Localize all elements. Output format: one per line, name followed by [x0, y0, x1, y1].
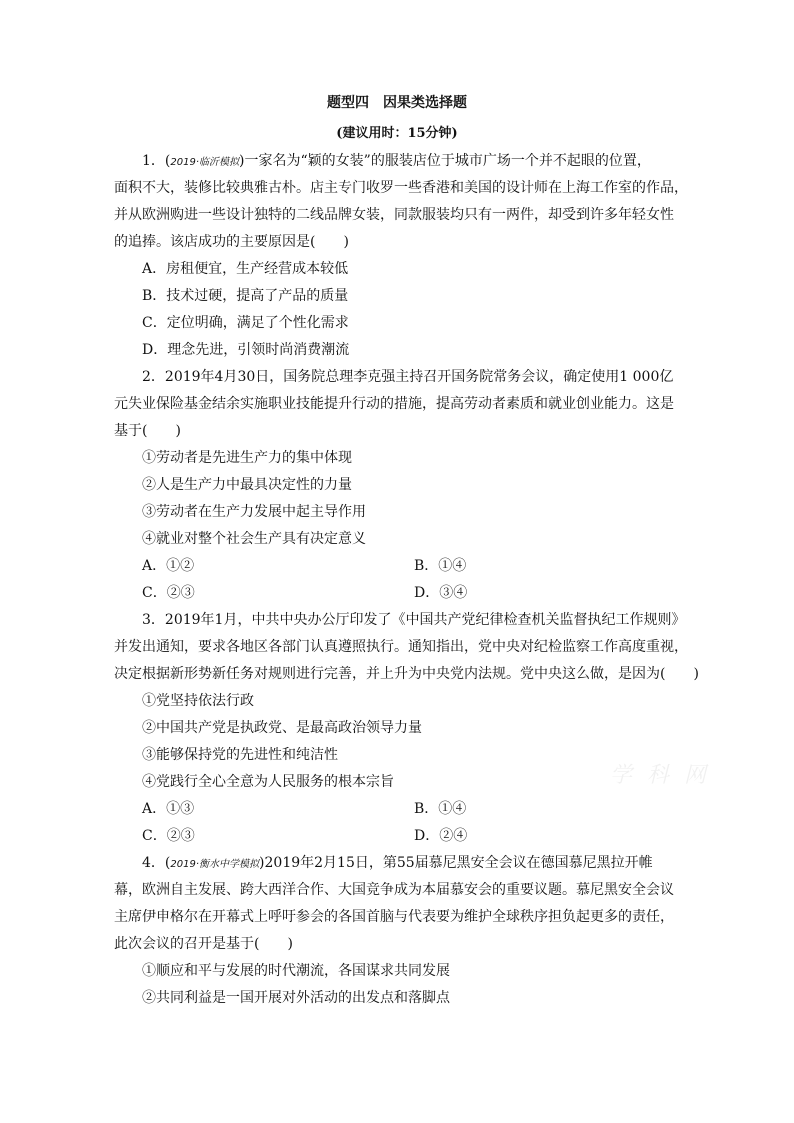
question-number: 1．	[142, 153, 165, 169]
option-a: A．①③	[142, 801, 195, 817]
source-tag: 2019·衡水中学模拟	[170, 859, 260, 870]
question-stem-line: 此次会议的召开是基于( )	[114, 936, 293, 952]
option-b: B．①④	[414, 801, 467, 817]
question-stem-line: 1．(2019·临沂模拟)一家名为“颖的女装”的服装店位于城市广场一个并不起眼的位置，	[142, 153, 651, 169]
question-3	[114, 607, 699, 850]
option-b: B．①④	[414, 558, 467, 574]
question-stem-line: 元失业保险基金结余实施职业技能提升行动的措施，提高劳动者素质和就业创业能力。这是	[114, 396, 674, 412]
question-stem-line: 2．2019年4月30日，国务院总理李克强主持召开国务院常务会议，确定使用1 000亿	[142, 369, 674, 385]
question-number: 4．	[142, 855, 165, 871]
option-d: D．理念先进，引领时尚消费潮流	[142, 342, 350, 358]
statement-item: ②共同利益是一国开展对外活动的出发点和落脚点	[142, 990, 450, 1006]
question-stem-line: 幕，欧洲自主发展、跨大西洋合作、大国竞争成为本届慕安会的重要议题。慕尼黑安全会议	[114, 882, 674, 898]
option-d: D．③④	[414, 585, 468, 601]
watermark: 学 科 网	[610, 763, 710, 788]
option-d: D．②④	[414, 828, 468, 844]
question-stem-line: 基于( )	[114, 423, 181, 439]
option-row	[114, 823, 686, 850]
page-title: 题型四 因果类选择题	[327, 95, 467, 111]
question-2	[114, 364, 686, 607]
question-stem-line: 并发出通知，要求各地区各部门认真遵照执行。通知指出，党中央对纪检监察工作高度重视，	[114, 639, 688, 655]
time-hint: (建议用时：15分钟)	[336, 126, 458, 141]
option-row	[114, 553, 686, 580]
question-stem-line: 3．2019年1月，中共中央办公厅印发了《中国共产党纪律检查机关监督执纪工作规则》	[142, 612, 686, 628]
option-a: A．房租便宜，生产经营成本较低	[142, 261, 349, 277]
source-tag: 2019·临沂模拟	[170, 157, 240, 168]
statement-item: ④就业对整个社会生产具有决定意义	[142, 531, 366, 547]
question-stem-line: 并从欧洲购进一些设计独特的二线品牌女装，同款服装均只有一两件，却受到许多年轻女性	[114, 207, 674, 223]
question-stem-line: 的追捧。该店成功的主要原因是( )	[114, 234, 349, 250]
statement-item: ③能够保持党的先进性和纯洁性	[142, 747, 338, 763]
option-c: C．②③	[142, 585, 195, 601]
question-stem-line: 主席伊申格尔在开幕式上呼吁参会的各国首脑与代表要为维护全球秩序担负起更多的责任，	[114, 909, 674, 925]
statement-item: ①党坚持依法行政	[142, 693, 254, 709]
statement-item: ③劳动者在生产力发展中起主导作用	[142, 504, 366, 520]
option-row	[114, 580, 686, 607]
option-c: C．②③	[142, 828, 195, 844]
question-1	[114, 148, 686, 364]
option-b: B．技术过硬，提高了产品的质量	[142, 288, 349, 304]
question-stem-line: 决定根据新形势新任务对规则进行完善，并上升为中央党内法规。党中央这么做，是因为( )	[114, 666, 699, 682]
question-stem-line: 面积不大，装修比较典雅古朴。店主专门收罗一些香港和美国的设计师在上海工作室的作品，	[114, 180, 688, 196]
statement-item: ②人是生产力中最具决定性的力量	[142, 477, 352, 493]
question-number: 2．	[142, 369, 165, 385]
question-list	[114, 148, 699, 1012]
statement-item: ①顺应和平与发展的时代潮流，各国谋求共同发展	[142, 963, 450, 979]
option-c: C．定位明确，满足了个性化需求	[142, 315, 349, 331]
question-4	[114, 850, 686, 1012]
question-stem-line: 4．(2019·衡水中学模拟)2019年2月15日，第55届慕尼黑安全会议在德国慕尼黑拉开帷	[142, 855, 653, 871]
statement-item: ①劳动者是先进生产力的集中体现	[142, 450, 352, 466]
option-a: A．①②	[142, 558, 195, 574]
option-row	[114, 796, 686, 823]
statement-item: ②中国共产党是执政党、是最高政治领导力量	[142, 720, 422, 736]
question-number: 3．	[142, 612, 165, 628]
statement-item: ④党践行全心全意为人民服务的根本宗旨	[142, 774, 394, 790]
